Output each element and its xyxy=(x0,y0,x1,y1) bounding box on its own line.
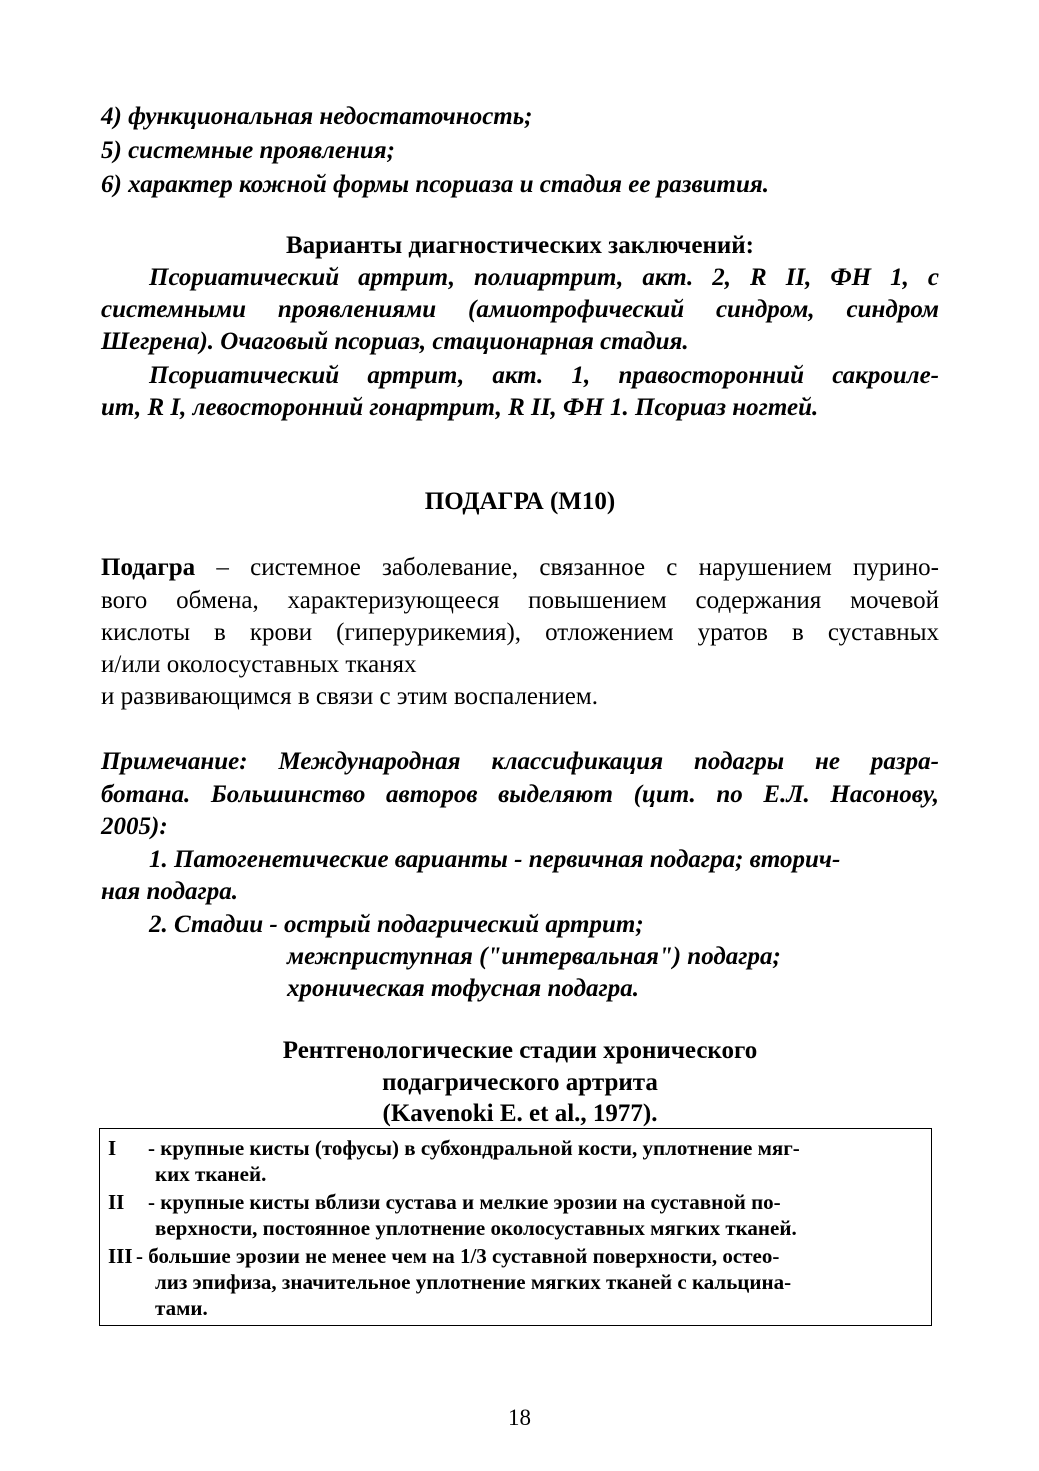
note-item2-cont: межприступная ("интервальная") подагра; xyxy=(287,943,781,970)
list-item-5: 5) системные проявления; xyxy=(101,137,395,164)
variant1-line: системными проявлениями (амиотрофический синдром, синдром xyxy=(101,296,939,323)
variant2-line: Псориатический артрит, акт. 1, правосторонний сакроиле- xyxy=(149,362,939,389)
note-item2: 2. Стадии - острый подагрический артрит; xyxy=(149,911,644,938)
variant1-line: Псориатический артрит, полиартрит, акт. 2, R II, ФН 1, с xyxy=(149,264,939,291)
stage-text: лиз эпифиза, значительное уплотнение мягких тканей с кальцина- xyxy=(155,1270,792,1294)
variants-heading: Варианты диагностических заключений: xyxy=(285,232,755,259)
variant1-line: Шегрена). Очаговый псориаз, стационарная стадия. xyxy=(101,328,689,355)
definition-line: и развивающимся в связи с этим воспалением. xyxy=(101,683,598,710)
list-item-6: 6) характер кожной формы псориаза и стадия ее развития. xyxy=(101,171,770,198)
stage-text: верхности, постоянное уплотнение околосуставных мягких тканей. xyxy=(155,1216,797,1240)
xray-title: подагрического артрита xyxy=(382,1069,658,1096)
stage-number: I xyxy=(108,1136,117,1160)
stage-text: ких тканей. xyxy=(155,1162,267,1186)
note-line: 2005): xyxy=(101,813,168,840)
definition-line: и/или околосуставных тканях xyxy=(101,651,417,678)
definition-line xyxy=(101,553,939,583)
definition-text: – системное заболевание, связанное с нарушением пурино- xyxy=(195,554,939,581)
page-number: 18 xyxy=(508,1405,531,1430)
definition-line: кислоты в крови (гиперурикемия), отложением уратов в суставных xyxy=(101,619,939,646)
definition-line: вого обмена, характеризующееся повышением содержания мочевой xyxy=(101,587,939,614)
note-line: Примечание: Международная классификация подагры не разра- xyxy=(101,748,939,775)
section-title: ПОДАГРА (М10) xyxy=(424,488,616,515)
variant2-line: ит, R I, левосторонний гонартрит, R II, ФН 1. Псориаз ногтей. xyxy=(101,394,819,421)
stage-text: тами. xyxy=(155,1296,208,1320)
stage-text: - большие эрозии не менее чем на 1/3 суставной поверхности, остео- xyxy=(136,1244,780,1268)
definition-term: Подагра xyxy=(101,554,196,581)
note-item2-cont: хроническая тофусная подагра. xyxy=(287,975,639,1002)
stage-text: - крупные кисты (тофусы) в субхондральной кости, уплотнение мяг- xyxy=(148,1136,800,1160)
list-item-4: 4) функциональная недостаточность; xyxy=(101,103,533,130)
note-item1: 1. Патогенетические варианты - первичная подагра; вторич- xyxy=(149,846,841,873)
stage-text: - крупные кисты вблизи сустава и мелкие эрозии на суставной по- xyxy=(148,1190,781,1214)
xray-title: Рентгенологические стадии хронического xyxy=(282,1037,758,1064)
stage-number: II xyxy=(108,1190,125,1214)
xray-stages-table xyxy=(99,1128,932,1326)
note-line: ботана. Большинство авторов выделяют (цит. по Е.Л. Насонову, xyxy=(101,781,939,808)
stage-number: III xyxy=(108,1244,133,1268)
note-item1: ная подагра. xyxy=(101,878,238,905)
xray-citation: (Kavenoki E. et al., 1977). xyxy=(382,1100,658,1127)
